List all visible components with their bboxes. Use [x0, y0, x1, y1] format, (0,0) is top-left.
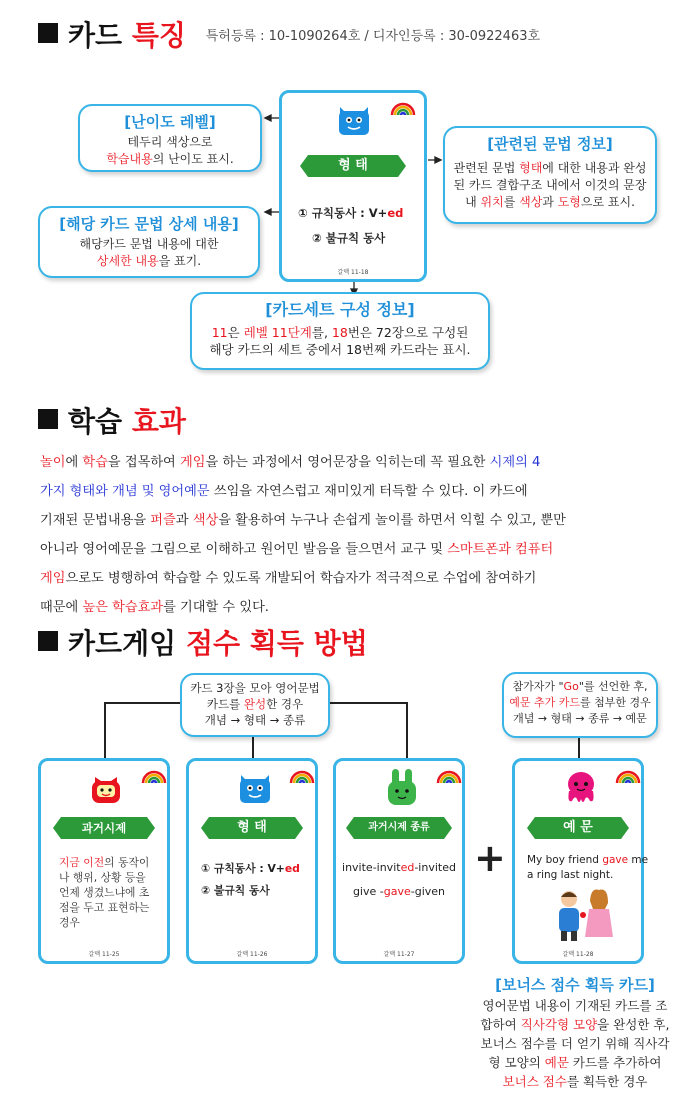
- green-rabbit-icon: [384, 767, 420, 807]
- card-past-tense: [38, 758, 170, 964]
- callout-set: [카드세트 구성 정보] 11은 레벨 11단계를, 18번은 72장으로 구성된 해당 카드의 세트 중에서 18번째 카드라는 표시.: [190, 292, 490, 370]
- rainbow-icon: [436, 769, 462, 785]
- bonus-description: [보너스 점수 획득 카드] 영어문법 내용이 기재된 카드를 조 합하여 직사각형 모양을 완성한 후, 보너스 점수를 더 얻기 위해 직사각 형 모양의 예문 카드를 추가하여 보너스 점수를 획득한 경우: [470, 974, 680, 1091]
- red-monster-icon: [89, 771, 123, 807]
- paragraph-line: 아니라 영어예문을 그림으로 이해하고 원어민 발음을 들으면서 교구 및 스마트폰과 컴퓨터: [40, 542, 554, 557]
- couple-illustration-icon: [549, 887, 619, 943]
- section1-title: 카드 특징 $^{특허등록 : 10-1090264호 / 디자인등록 : 30-0922463호}$: [38, 14, 540, 54]
- plus-sign: +: [474, 836, 506, 880]
- bubble-complete-set: 카드 3장을 모아 영어문법 카드를 완성한 경우 개념 → 형태 → 종류: [180, 673, 330, 737]
- card-form: [186, 758, 318, 964]
- paragraph-line: 기재된 문법내용을 퍼즐과 색상을 활용하여 누구나 손쉽게 놀이를 하면서 익힐 수 있고, 뿐만: [40, 513, 566, 528]
- card-code: 갈맥 11-27: [383, 951, 415, 958]
- patent-info: 특허등록 : 10-1090264호 / 디자인등록 : 30-0922463호: [205, 29, 541, 44]
- card-code: 갈맥 11-18: [337, 269, 369, 276]
- card-code: 갈맥 11-25: [88, 951, 120, 958]
- square-bullet-icon: [38, 631, 58, 651]
- callout-level: [난이도 레벨] 테두리 색상으로 학습내용의 난이도 표시.: [78, 104, 262, 172]
- card-past-kinds: [333, 758, 465, 964]
- rainbow-icon: [289, 769, 315, 785]
- paragraph-line: 가지 형태와 개념 및 영어예문 쓰임을 자연스럽고 재미있게 터득할 수 있다. 이 카드에: [40, 484, 528, 499]
- card-band-label: 예 문: [535, 817, 621, 839]
- card-example-2: give -gave-given: [352, 885, 446, 898]
- card-rule-1: ① 규칙동사 : V+ed: [298, 206, 404, 220]
- rainbow-icon: [615, 769, 641, 785]
- card-code: 갈맥 11-26: [236, 951, 268, 958]
- card-code: 갈맥 11-28: [562, 951, 594, 958]
- paragraph-line: 때문에 높은 학습효과를 기대할 수 있다.: [40, 600, 270, 615]
- connector-line: [104, 702, 106, 758]
- paragraph-line: 놀이에 학습을 접목하여 게임을 하는 과정에서 영어문장을 익히는데 꼭 필요한 시제의 4: [40, 455, 541, 470]
- rainbow-icon: [141, 769, 167, 785]
- card-band-label: 과거시제 종류: [354, 817, 444, 839]
- card-example: [512, 758, 649, 964]
- section2-title: 학습 효과: [38, 400, 186, 440]
- paragraph-line: 게임으로도 병행하여 학습할 수 있도록 개발되어 학습자가 적극적으로 수업에 참여하기: [40, 571, 537, 586]
- card-sentence: My boy friend gave me a ring last night.: [527, 854, 649, 881]
- section3-title: 카드게임 점수 획득 방법: [38, 622, 368, 662]
- bubble-go-bonus: 참가자가 "Go"를 선언한 후, 예문 추가 카드를 첨부한 경우 개념 → 형태 → 종류 → 예문: [502, 672, 658, 738]
- blue-monster-icon: [237, 771, 273, 807]
- card-example-1: invite-invited-invited: [342, 861, 456, 874]
- bonus-title: [보너스 점수 획득 카드]: [495, 976, 655, 994]
- card-band-label: 과거시제: [61, 817, 147, 839]
- pink-octopus-icon: [563, 769, 599, 807]
- connector-line: [578, 738, 580, 758]
- card-band-label: 형 태: [308, 155, 398, 177]
- callout-related: [관련된 문법 정보] 관련된 문법 형태에 대한 내용과 완성 된 카드 결합구조 내에서 이것의 문장 내 위치를 색상과 도형으로 표시.: [443, 126, 657, 224]
- square-bullet-icon: [38, 409, 58, 429]
- card-rule-1: ① 규칙동사 : V+ed: [201, 862, 300, 875]
- card-band-label: 형 태: [209, 817, 295, 839]
- learning-effect-paragraph: [40, 448, 650, 622]
- card-rule-2: ② 불규칙 동사: [201, 884, 270, 897]
- card-rule-2: ② 불규칙 동사: [312, 231, 386, 245]
- connector-line: [406, 702, 408, 758]
- card-definition: 지금 이전의 동작이 나 행위, 상황 등을 언제 생겼느냐에 초 점을 두고 표현하는 경우: [59, 856, 150, 929]
- callout-detail: [해당 카드 문법 상세 내용] 해당카드 문법 내용에 대한 상세한 내용을 표기.: [38, 206, 260, 278]
